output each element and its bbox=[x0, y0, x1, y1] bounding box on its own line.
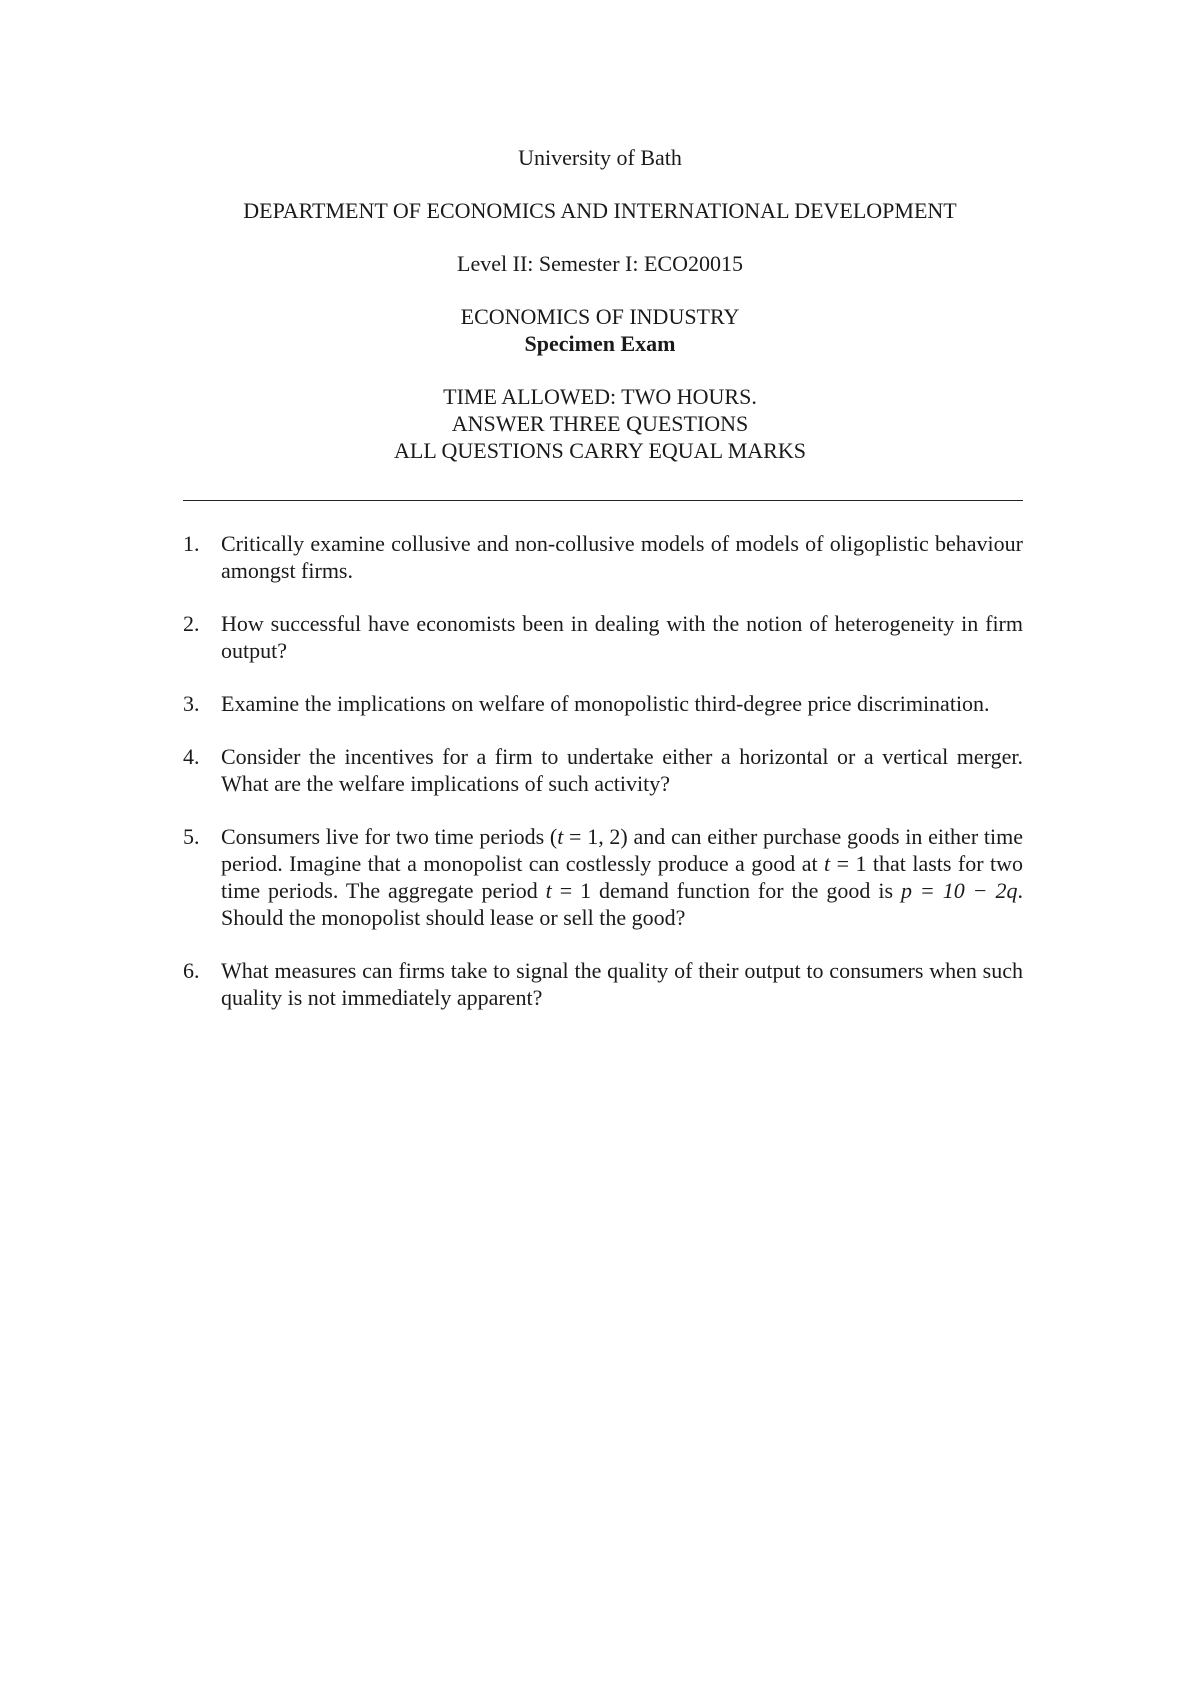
question-3 bbox=[183, 690, 1023, 717]
question-text: How successful have economists been in dealing with the notion of heterogeneity in firm output? bbox=[221, 611, 1023, 663]
question-text bbox=[221, 823, 1023, 931]
question-number: 4. bbox=[183, 744, 200, 769]
question-6 bbox=[183, 957, 1023, 1011]
question-1 bbox=[183, 530, 1023, 584]
course-title: ECONOMICS OF INDUSTRY bbox=[460, 304, 740, 329]
question-number: 6. bbox=[183, 958, 200, 983]
question-2 bbox=[183, 610, 1023, 664]
question-list bbox=[183, 530, 1023, 1037]
question-text: What measures can firms take to signal the quality of their output to consumers when such quality is not immediately apparent? bbox=[221, 958, 1023, 1010]
time-variable: t bbox=[824, 851, 831, 876]
question-number: 5. bbox=[183, 824, 200, 849]
question-text: Consider the incentives for a firm to undertake either a horizontal or a vertical merger. What are the welfare implications of such activity? bbox=[221, 744, 1023, 796]
question-text-part: . Should the monopolist should lease or sell the good? bbox=[221, 878, 1023, 930]
question-number: 1. bbox=[183, 531, 200, 556]
department-name: DEPARTMENT OF ECONOMICS AND INTERNATIONAL DEVELOPMENT bbox=[243, 198, 957, 223]
course-level: Level II: Semester I: ECO20015 bbox=[457, 251, 743, 276]
question-text-part: = 1 that lasts for two time periods. The aggregate period bbox=[221, 851, 1023, 903]
question-5 bbox=[183, 823, 1023, 931]
question-number: 2. bbox=[183, 611, 200, 636]
question-text-part: = 1, 2) and can either purchase goods in either time period. Imagine that a monopolist can costlessly produce a good at bbox=[221, 824, 1023, 876]
exam-header bbox=[180, 144, 1020, 464]
time-variable: t bbox=[557, 824, 564, 849]
time-allowed: TIME ALLOWED: TWO HOURS. bbox=[443, 384, 757, 409]
question-text-part: Consumers live for two time periods ( bbox=[221, 824, 558, 849]
question-text-part: = 1 demand function for the good is bbox=[551, 878, 901, 903]
header-divider bbox=[183, 500, 1023, 501]
demand-equation: p = 10 − 2q bbox=[900, 878, 1018, 903]
exam-type: Specimen Exam bbox=[524, 331, 676, 356]
marks-instruction: ALL QUESTIONS CARRY EQUAL MARKS bbox=[394, 438, 806, 463]
question-text: Critically examine collusive and non-collusive models of models of oligoplistic behaviour amongst firms. bbox=[221, 531, 1023, 583]
time-variable: t bbox=[545, 878, 552, 903]
question-number: 3. bbox=[183, 691, 200, 716]
question-4 bbox=[183, 743, 1023, 797]
university-name: University of Bath bbox=[518, 145, 682, 170]
question-text: Examine the implications on welfare of monopolistic third-degree price discrimination. bbox=[221, 691, 990, 716]
answer-instruction: ANSWER THREE QUESTIONS bbox=[451, 411, 749, 436]
